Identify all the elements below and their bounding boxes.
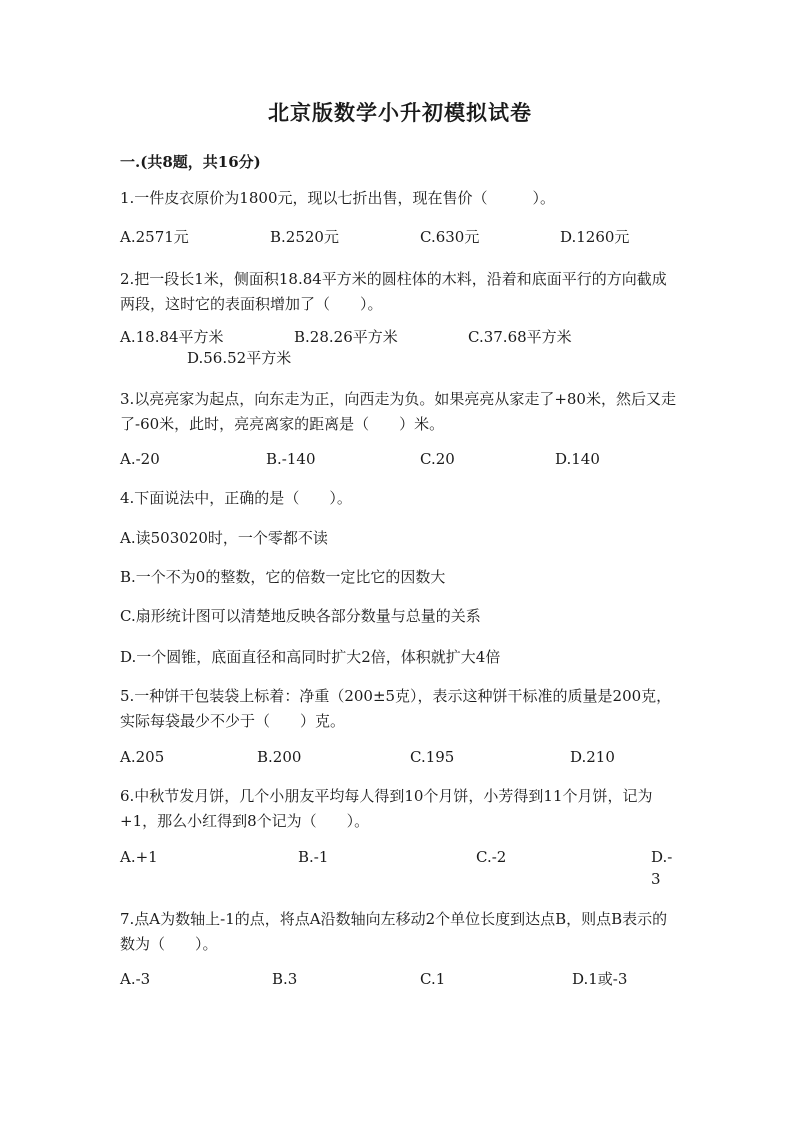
question-1-text: 1.一件皮衣原价为1800元，现以七折出售，现在售价（ ）。 <box>120 189 555 207</box>
question-7-option-a: A.-3 <box>120 970 151 988</box>
question-2-option-c: C.37.68平方米 <box>468 328 572 346</box>
question-3-option-d: D.140 <box>555 450 600 468</box>
question-2-option-a: A.18.84平方米 <box>120 328 224 346</box>
question-3-text: 3.以亮亮家为起点，向东走为正，向西走为负。如果亮亮从家走了+80米，然后又走了-60米，此时，亮亮离家的距离是（ ）米。 <box>120 390 676 433</box>
question-5-option-c: C.195 <box>410 748 455 766</box>
question-1-option-a: A.2571元 <box>120 228 189 246</box>
question-7-option-d: D.1或-3 <box>572 970 628 988</box>
question-5-text: 5.一种饼干包装袋上标着：净重（200±5克），表示这种饼干标准的质量是200克，实际每袋最少不少于（ ）克。 <box>120 687 672 730</box>
question-6-option-b: B.-1 <box>298 848 329 866</box>
question-3-option-b: B.-140 <box>266 450 316 468</box>
question-5-option-b: B.200 <box>257 748 302 766</box>
question-1-option-d: D.1260元 <box>560 228 630 246</box>
question-5-option-a: A.205 <box>120 748 165 766</box>
question-5-option-d: D.210 <box>570 748 615 766</box>
question-4-text: 4.下面说法中，正确的是（ ）。 <box>120 489 352 507</box>
question-6-text: 6.中秋节发月饼，几个小朋友平均每人得到10个月饼，小芳得到11个月饼，记为+1，那么小红得到8个记为（ ）。 <box>120 787 653 830</box>
question-6-option-a: A.+1 <box>120 848 158 866</box>
question-2-text: 2.把一段长1米，侧面积18.84平方米的圆柱体的木料，沿着和底面平行的方向截成两段，这时它的表面积增加了（ ）。 <box>120 270 667 313</box>
question-4-option-a: A.读503020时，一个零都不读 <box>120 529 328 547</box>
question-2-option-b: B.28.26平方米 <box>294 328 398 346</box>
page-title: 北京版数学小升初模拟试卷 <box>268 100 532 125</box>
question-3-option-c: C.20 <box>420 450 455 468</box>
section-heading: 一.(共8题，共16分) <box>120 153 261 171</box>
question-4-option-d: D.一个圆锥，底面直径和高同时扩大2倍，体积就扩大4倍 <box>120 648 501 666</box>
question-2-option-d: D.56.52平方米 <box>187 349 292 367</box>
question-1-option-c: C.630元 <box>420 228 480 246</box>
question-7-text: 7.点A为数轴上-1的点，将点A沿数轴向左移动2个单位长度到达点B，则点B表示的数为（ ）。 <box>120 910 668 953</box>
question-7-option-b: B.3 <box>272 970 298 988</box>
question-4-option-b: B.一个不为0的整数，它的倍数一定比它的因数大 <box>120 568 446 586</box>
question-7-option-c: C.1 <box>420 970 446 988</box>
question-6-option-c: C.-2 <box>476 848 507 866</box>
question-1-option-b: B.2520元 <box>270 228 339 246</box>
question-4-option-c: C.扇形统计图可以清楚地反映各部分数量与总量的关系 <box>120 607 481 625</box>
question-6-option-d: D.-3 <box>651 848 673 888</box>
question-3-option-a: A.-20 <box>120 450 160 468</box>
